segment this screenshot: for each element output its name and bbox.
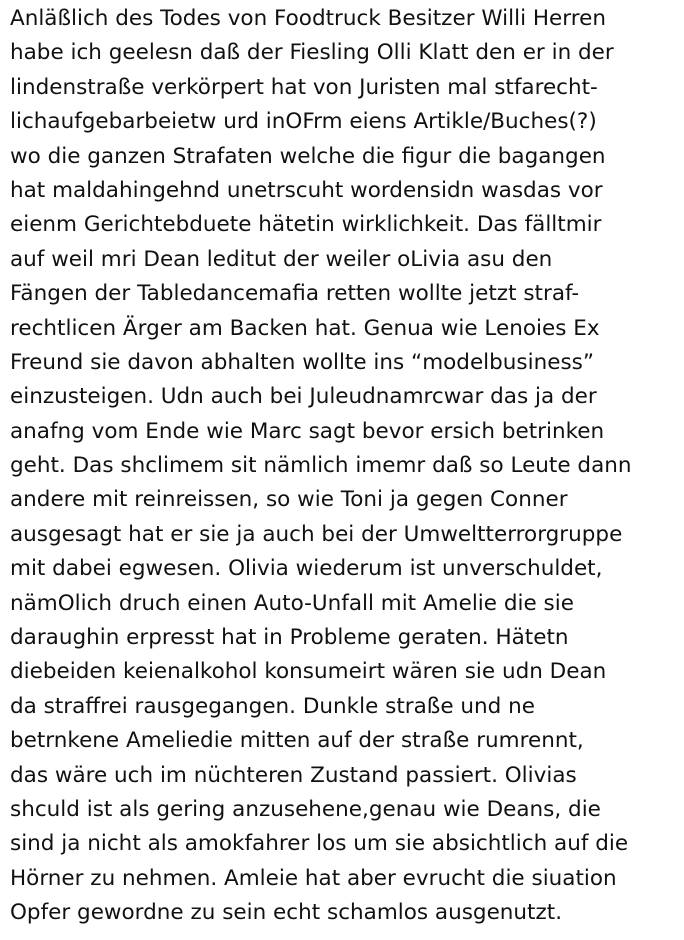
text-line-22: betrnkene Ameliedie mitten auf der straße rumrennt, [10, 728, 584, 754]
text-line-9: Fängen der Tabledancemafia retten wollte jetzt straf- [10, 281, 580, 307]
text-line-26: Hörner zu nehmen. Amleie hat aber evrucht die siuation [10, 865, 617, 891]
text-line-2: habe ich geelesn daß der Fiesling Olli Klatt den er in der [10, 40, 614, 66]
text-line-23: das wäre uch im nüchteren Zustand passiert. Olivias [10, 762, 577, 788]
text-line-8: auf weil mri Dean leditut der weiler oLivia asu den [10, 246, 553, 272]
text-line-10: rechtlicen Ärger am Backen hat. Genua wie Lenoies Ex [10, 315, 600, 341]
text-line-1: Anläßlich des Todes von Foodtruck Besitzer Willi Herren [10, 6, 606, 31]
body-text [10, 2, 682, 931]
text-line-19: daraughin erpresst hat in Probleme geraten. Hätetn [10, 625, 569, 651]
text-line-3: lindenstraße verkörpert hat von Juristen mal stfarecht- [10, 74, 598, 100]
text-line-20: diebeiden keienalkohol konsumeirt wären sie udn Dean [10, 659, 607, 685]
text-line-21: da straffrei rausgegangen. Dunkle straße und ne [10, 693, 535, 719]
text-line-15: andere mit reinreissen, so wie Toni ja gegen Conner [10, 487, 568, 513]
text-line-12: einzusteigen. Udn auch bei Juleudnamrcwar das ja der [10, 384, 597, 410]
text-line-24: shculd ist als gering anzusehene,genau wie Deans, die [10, 796, 601, 822]
text-line-14: geht. Das shclimem sit nämlich imemr daß so Leute dann [10, 453, 632, 479]
text-line-18: nämOlich druch einen Auto-Unfall mit Amelie die sie [10, 590, 574, 616]
text-line-4: lichaufgebarbeietw urd inOFrm eiens Artikle/Buches(?) [10, 109, 597, 135]
text-line-7: eienm Gerichtebduete hätetin wirklichkeit. Das fälltmir [10, 212, 602, 238]
text-line-27: Opfer gewordne zu sein echt schamlos ausgenutzt. [10, 900, 563, 926]
text-line-6: hat maldahingehnd unetrscuht wordensidn wasdas vor [10, 177, 603, 203]
text-line-25: sind ja nicht als amokfahrer los um sie absichtlich auf die [10, 831, 629, 857]
text-line-17: mit dabei egwesen. Olivia wiederum ist unverschuldet, [10, 556, 603, 582]
text-line-11: Freund sie davon abhalten wollte ins “modelbusiness” [10, 349, 594, 375]
text-line-13: anafng vom Ende wie Marc sagt bevor ersich betrinken [10, 418, 605, 444]
text-line-16: ausgesagt hat er sie ja auch bei der Umweltterrorgruppe [10, 521, 623, 547]
text-line-5: wo die ganzen Strafaten welche die figur die bagangen [10, 143, 606, 169]
